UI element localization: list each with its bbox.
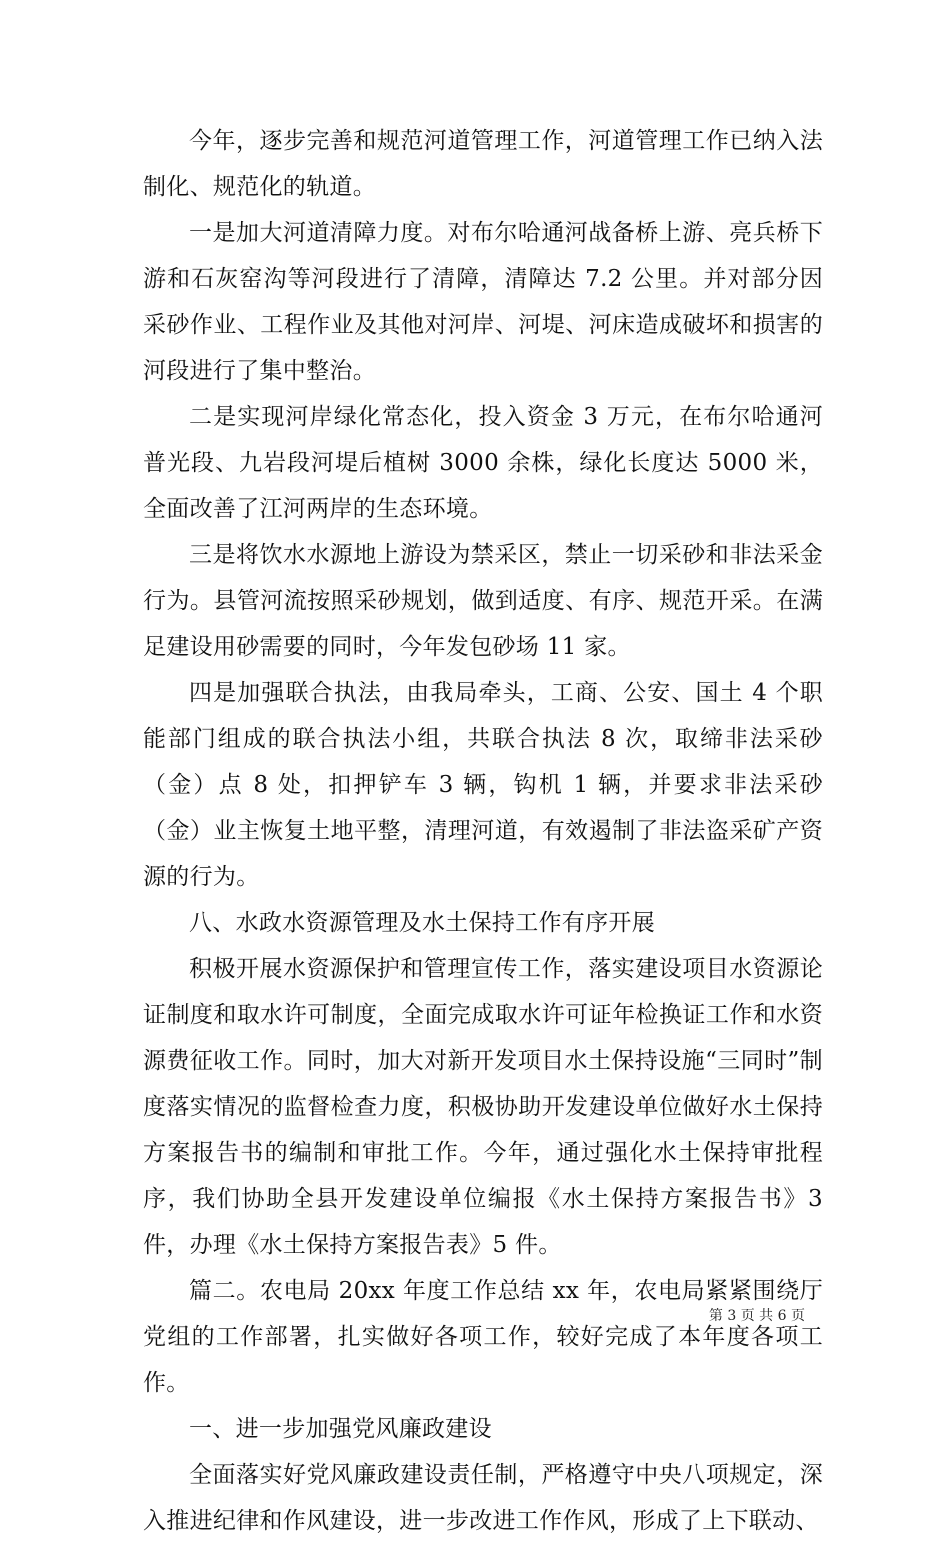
paragraph-party-conduct: 全面落实好党风廉政建设责任制，严格遵守中央八项规定，深入推进纪律和作风建设，进一步改进工作作风，形成了上下联动、	[143, 1462, 823, 1534]
paragraph-water-resources: 积极开展水资源保护和管理宣传工作，落实建设项目水资源论证制度和取水许可制度，全面完成取水许可证年检换证工作和水资源费征收工作。同时，加大对新开发项目水土保持设施“三同时”制度落实情况的监督检查力度，积极协助开发建设单位做好水土保持方案报告书的编制和审批工作。今年，通过强化水土保持审批程序，我们协助全县开发建设单位编报《水土保持方案报告书》3 件，办理《水土保持方案报告表》5 件。	[143, 956, 823, 1258]
paragraph-riverbank-greening: 二是实现河岸绿化常态化，投入资金 3 万元，在布尔哈通河普光段、九岩段河堤后植树 3000 余株，绿化长度达 5000 米，全面改善了江河两岸的生态环境。	[143, 404, 823, 522]
paragraph-river-management-intro: 今年，逐步完善和规范河道管理工作，河道管理工作已纳入法制化、规范化的轨道。	[143, 128, 823, 200]
paragraph-joint-enforcement: 四是加强联合执法，由我局牵头，工商、公安、国土 4 个职能部门组成的联合执法小组，共联合执法 8 次，取缔非法采砂（金）点 8 处，扣押铲车 3 辆，钩机 1 辆，并要求非法采砂（金）业主恢复土地平整，清理河道，有效遏制了非法盗采矿产资源的行为。	[143, 680, 823, 890]
section-heading-party-conduct: 一、进一步加强党风廉政建设	[189, 1416, 492, 1442]
paragraph-obstacle-clearing: 一是加大河道清障力度。对布尔哈通河战备桥上游、亮兵桥下游和石灰窑沟等河段进行了清障，清障达 7.2 公里。并对部分因采砂作业、工程作业及其他对河岸、河堤、河床造成破坏和损害的河段进行了集中整治。	[143, 220, 823, 384]
page-number-footer: 第 3 页 共 6 页	[708, 1308, 805, 1324]
section-heading-water-administration: 八、水政水资源管理及水土保持工作有序开展	[189, 910, 655, 936]
document-body	[143, 118, 823, 1544]
paragraph-part-two-intro: 篇二。农电局 20xx 年度工作总结 xx 年，农电局紧紧围绕厅党组的工作部署，扎实做好各项工作，较好完成了本年度各项工作。	[143, 1278, 823, 1396]
paragraph-mining-ban: 三是将饮水水源地上游设为禁采区，禁止一切采砂和非法采金行为。县管河流按照采砂规划，做到适度、有序、规范开采。在满足建设用砂需要的同时，今年发包砂场 11 家。	[143, 542, 823, 660]
